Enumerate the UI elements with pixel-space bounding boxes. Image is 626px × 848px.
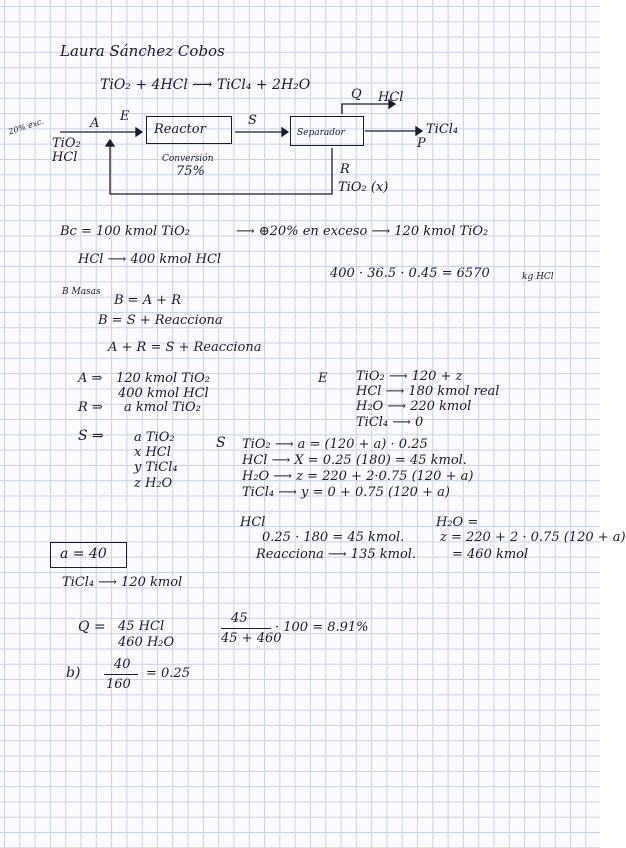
q-fraction-denominator: 45 + 460 — [221, 631, 282, 646]
part-b-result: = 0.25 — [146, 666, 190, 681]
part-b-numerator: 40 — [114, 657, 131, 672]
stream-s-row-2: x HCl — [134, 445, 171, 460]
stream-e-row-1: TiO₂ ⟶ 120 + z — [356, 369, 463, 384]
stream-s-row-4: z H₂O — [134, 476, 173, 491]
q-result-line-2: 460 H₂O — [118, 635, 175, 650]
q-fraction-bar — [221, 628, 271, 629]
conversion-value: 75% — [176, 164, 205, 179]
basis-line-2: HCl ⟶ 400 kmol HCl — [78, 252, 222, 267]
basis-calc: 400 · 36.5 · 0.45 = 6570 — [330, 266, 490, 281]
basis-line-1a: Bc = 100 kmol TiO₂ — [60, 224, 190, 239]
reactor-label: Reactor — [154, 122, 206, 137]
stream-s2-row-1: TiO₂ ⟶ a = (120 + a) · 0.25 — [242, 437, 428, 452]
stream-e-row-2: HCl ⟶ 180 kmol real — [356, 384, 500, 399]
stream-s-row-1: a TiO₂ — [134, 430, 175, 445]
stream-s-comp-label: S ⇒ — [78, 428, 104, 444]
stream-r-comp-label: R ⇒ — [78, 400, 103, 415]
product-arrowhead — [416, 127, 422, 135]
recycle-arrowhead — [106, 140, 114, 146]
recycle-line — [110, 140, 332, 194]
recycle-species: TiO₂ (x) — [338, 180, 389, 195]
feed-excess-note: 20% exc. — [7, 116, 45, 137]
product-species: TiCl₄ — [426, 122, 459, 137]
hcl-block-calc: 0.25 · 180 = 45 kmol. — [262, 530, 405, 545]
q-species: HCl — [378, 90, 404, 105]
stream-a-comp-label: A ⇒ — [78, 371, 103, 386]
feed-arrowhead — [136, 128, 142, 136]
flow-diagram — [0, 0, 600, 220]
reactor-separator-arrowhead — [282, 128, 288, 136]
ticl4-result: TiCl₄ ⟶ 120 kmol — [62, 575, 183, 590]
stream-e-comp-label: E — [318, 371, 328, 386]
basis-line-1b: ⟶ ⊕20% en exceso ⟶ 120 kmol TiO₂ — [236, 224, 489, 239]
stream-a-comp-2: 400 kmol HCl — [118, 386, 209, 401]
q-result-line-1: 45 HCl — [118, 619, 165, 634]
q-arrow — [342, 104, 395, 114]
stream-p-label: P — [417, 136, 426, 151]
stream-s-row-3: y TiCl₄ — [134, 460, 178, 475]
reaction-equation: TiO₂ + 4HCl ⟶ TiCl₄ + 2H₂O — [100, 77, 311, 93]
author-name: Laura Sánchez Cobos — [60, 42, 225, 60]
stream-s-label: S — [248, 113, 257, 128]
part-b-fraction-bar — [104, 674, 138, 675]
balance-eq-2: B = S + Reacciona — [98, 313, 223, 328]
h2o-block-head: H₂O = — [436, 515, 479, 530]
q-fraction-numerator: 45 — [231, 611, 248, 626]
balances-label: B Masas — [62, 287, 101, 297]
feed-species-tio2: TiO₂ — [52, 136, 81, 151]
hcl-block-head: HCl — [240, 515, 266, 530]
q-stream-label: Q — [351, 87, 362, 102]
stream-s2-label: S — [216, 435, 226, 451]
stream-e-row-4: TiCl₄ ⟶ 0 — [356, 415, 424, 430]
hcl-block-reacts: Reacciona ⟶ 135 kmol. — [256, 547, 417, 562]
stream-r-comp-1: a kmol TiO₂ — [124, 400, 201, 415]
part-b-denominator: 160 — [106, 677, 131, 692]
h2o-block-calc: z = 220 + 2 · 0.75 (120 + a) — [440, 530, 626, 545]
q-fraction-result: · 100 = 8.91% — [275, 620, 369, 635]
result-a: a = 40 — [60, 546, 107, 562]
part-b-label: b) — [66, 665, 81, 681]
stream-a-comp-1: 120 kmol TiO₂ — [116, 371, 210, 386]
basis-calc-unit: kg HCl — [522, 272, 554, 282]
conversion-label: Conversión — [162, 154, 214, 164]
q-result-label: Q = — [78, 619, 106, 635]
stream-r-label: R — [340, 162, 350, 177]
stream-s2-row-2: HCl ⟶ X = 0.25 (180) = 45 kmol. — [242, 453, 467, 468]
h2o-block-result: = 460 kmol — [452, 547, 529, 562]
stream-s2-row-4: TiCl₄ ⟶ y = 0 + 0.75 (120 + a) — [242, 485, 450, 500]
stream-e-label: E — [120, 109, 130, 124]
stream-s2-row-3: H₂O ⟶ z = 220 + 2·0.75 (120 + a) — [242, 469, 474, 484]
stream-e-row-3: H₂O ⟶ 220 kmol — [356, 399, 472, 414]
balance-eq-3: A + R = S + Reacciona — [108, 340, 262, 355]
balance-eq-1: B = A + R — [114, 293, 182, 308]
feed-species-hcl: HCl — [52, 150, 78, 165]
stream-a-label: A — [90, 116, 100, 131]
separator-label: Separador — [297, 128, 345, 138]
